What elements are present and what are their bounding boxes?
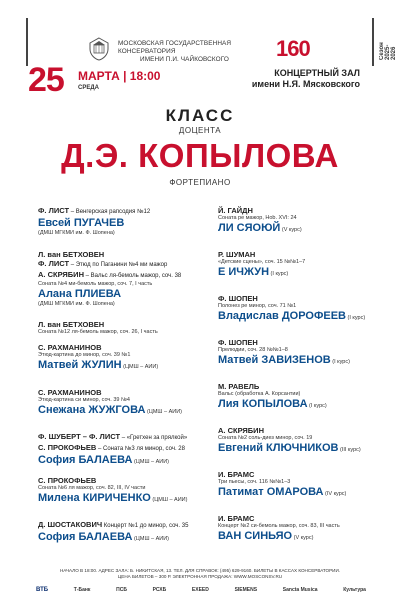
program-item [218, 206, 388, 237]
event-month-time: МАРТА | 18:00 [78, 69, 161, 83]
performer-text: ЛИ СЯОЮЙ [218, 222, 281, 234]
composer-name: А. СКРЯБИН [38, 270, 84, 279]
composer-line [38, 388, 208, 397]
composer-note: – Соната №3 ля минор, соч. 28 [96, 446, 185, 452]
work-title: Соната №6 ля мажор, соч. 82, III, IV части [38, 485, 146, 491]
program-item [38, 320, 208, 336]
performer-name [38, 288, 208, 301]
performer-course: (ЦМШ – АИИ) [145, 409, 182, 415]
composer-name: С. РАХМАНИНОВ [38, 388, 102, 397]
composer-name: С. РАХМАНИНОВ [38, 343, 102, 352]
poster-header [0, 0, 400, 63]
program-item [38, 432, 208, 469]
performer-text: Патимат ОМАРОВА [218, 486, 324, 498]
work-title: Этюд-картина си минор, соч. 39 №4 [38, 397, 130, 403]
title-docent: ДОЦЕНТА [178, 126, 222, 135]
performer-course: (ЦМШ – АИИ) [121, 364, 159, 370]
composer-name: Д. ШОСТАКОВИЧ [38, 520, 103, 529]
sponsor-logo: EXEED [191, 587, 209, 593]
performer-text: Лия КОПЫЛОВА [218, 398, 308, 410]
season-label: Сезон 2025-2026 [379, 42, 397, 60]
composer-note: – Венгерская рапсодия №12 [69, 209, 151, 215]
performer-text: София БАЛАЕВА [38, 531, 133, 543]
composer-line [38, 206, 208, 217]
performer-text: Матвей ЗАВИЗЕНОВ [218, 354, 331, 366]
sponsor-logos [36, 585, 366, 595]
work-title: Три пьесы, соч. 116 №№1–3 [218, 479, 291, 485]
performer-course: (V курс) [280, 227, 302, 233]
performer-name [218, 530, 388, 545]
performer-text: Владислав ДОРОФЕЕВ [218, 310, 346, 322]
composer-note: Концерт №1 до минор, соч. 35 [102, 523, 189, 529]
performer-name [218, 398, 388, 413]
sponsor-logo: РСХБ [152, 587, 167, 593]
composer-line [218, 250, 388, 259]
program-item [38, 343, 208, 374]
work-title: Соната №2 соль-диез минор, соч. 19 [218, 435, 313, 441]
performer-name [38, 531, 208, 546]
composer-name: А. СКРЯБИН [218, 426, 264, 435]
title-teacher-name: Д.Э. КОПЫЛОВА [61, 137, 339, 174]
performer-course: (I курс) [330, 359, 350, 365]
composer-note: – Вальс ля-бемоль мажор, соч. 38 [83, 273, 182, 279]
performer-name [38, 404, 208, 419]
composer-line [38, 443, 208, 454]
composer-name: Ф. ШУБЕРТ – Ф. ЛИСТ [38, 432, 121, 441]
performer-course: (ЦМШ – АИИ) [132, 459, 170, 465]
composer-line [218, 294, 388, 303]
composer-name: С. ПРОКОФЬЕВ [38, 443, 97, 452]
composer-line [218, 206, 388, 215]
conservatory-line-2: ИМЕНИ П.И. ЧАЙКОВСКОГО [140, 56, 229, 63]
sponsor-logo: Т-Банк [73, 587, 91, 593]
performer-course: (I курс) [269, 271, 289, 277]
footer-line-1: НАЧАЛО В 18:00. АДРЕС ЗАЛА: Б. НИКИТСКАЯ, 13. ТЕЛ. ДЛЯ СПРАВОК: (495) 629-9160. БИЛЕТЫ В КАССАХ КОНСЕРВАТОРИИ. [59, 568, 341, 573]
performer-text: София БАЛАЕВА [38, 454, 133, 466]
composer-line [218, 470, 388, 479]
composer-name: Ф. ЛИСТ [38, 206, 70, 215]
composer-note: – «Гретхен за прялкой» [120, 435, 188, 441]
program-item [218, 426, 388, 457]
conservatory-name [118, 40, 286, 64]
performer-course: (IV курс) [323, 491, 347, 497]
performer-name [218, 442, 388, 457]
work-title: Вальс (обработка А. Корсантии) [218, 391, 301, 397]
work-title: Концерт №2 си-бемоль мажор, соч. 83, III часть [218, 523, 340, 529]
work-title: Соната №12 ля-бемоль мажор, соч. 26, I часть [38, 329, 158, 335]
event-day: 25 [28, 61, 64, 99]
program-item [38, 476, 208, 507]
work-title: Соната №4 ми-бемоль мажор, соч. 7, I часть [38, 281, 153, 287]
hall-line-1: КОНЦЕРТНЫЙ ЗАЛ [274, 68, 360, 78]
program-item [218, 294, 388, 325]
hall-line-2: имени Н.Я. Мясковского [251, 79, 360, 89]
sponsor-logo: SIEMENS [234, 587, 258, 593]
frame-line-left [26, 18, 28, 66]
conservatory-line-1: МОСКОВСКАЯ ГОСУДАРСТВЕННАЯ КОНСЕРВАТОРИЯ [118, 40, 232, 55]
performer-text: Снежана ЖУЖГОВА [38, 404, 146, 416]
event-weekday: СРЕДА [78, 85, 99, 91]
performer-name [38, 454, 208, 469]
program-item [218, 470, 388, 501]
composer-name: Ф. ЛИСТ [38, 259, 70, 268]
work-title: «Детские сцены», соч. 15 №№1–7 [218, 259, 306, 265]
sponsor-logo: Культура [343, 587, 366, 593]
performer-text: Милена КИРИЧЕНКО [38, 492, 151, 504]
performer-text: ВАН СИНЬЯО [218, 530, 293, 542]
program-item [38, 388, 208, 419]
composer-name: И. БРАМС [218, 470, 255, 479]
composer-line [38, 270, 208, 281]
program-item [38, 250, 208, 308]
program-item [38, 206, 208, 237]
sponsor-logo: ВТБ [36, 587, 49, 593]
performer-course: (I курс) [307, 403, 327, 409]
program-item [218, 250, 388, 281]
performer-course: (V курс) [292, 535, 314, 541]
composer-line [218, 426, 388, 435]
concert-hall [252, 68, 360, 90]
composer-name: М. РАВЕЛЬ [218, 382, 260, 391]
work-title: Этюд-картина до минор, соч. 39 №1 [38, 352, 131, 358]
composer-line [38, 259, 208, 270]
composer-name: Ф. ШОПЕН [218, 338, 258, 347]
performer-name [218, 486, 388, 501]
program-item [218, 338, 388, 369]
performer-school: (ДМШ МГКМИ им. Ф. Шопена) [38, 301, 115, 307]
program-item [38, 520, 208, 546]
work-title: Полонез ре минор, соч. 71 №1 [218, 303, 297, 309]
anniversary-logo [276, 34, 316, 60]
sponsor-logo: Sancta Musica [282, 587, 318, 593]
performer-text: Матвей ЖУЛИН [38, 359, 122, 371]
performer-course: (ЦМШ – АИИ) [150, 497, 188, 503]
composer-name: Ф. ШОПЕН [218, 294, 258, 303]
composer-name: Й. ГАЙДН [218, 206, 253, 215]
performer-name [38, 359, 208, 374]
composer-line [38, 520, 208, 531]
composer-name: Л. ван БЕТХОВЕН [38, 320, 105, 329]
performer-course: (III курс) [338, 447, 361, 453]
program-item [218, 514, 388, 545]
composer-name: Л. ван БЕТХОВЕН [38, 250, 105, 259]
title-instrument: ФОРТЕПИАНО [169, 178, 231, 187]
performer-school: (ДМШ МГКМИ им. Ф. Шопена) [38, 230, 115, 236]
performer-name [218, 266, 388, 281]
performer-name [38, 217, 208, 230]
performer-name [218, 354, 388, 369]
performer-text: Евсей ПУГАЧЕВ [38, 217, 125, 229]
performer-text: Алана ПЛИЕВА [38, 288, 122, 300]
footer-info [0, 568, 400, 580]
title-class: КЛАСС [165, 106, 235, 125]
composer-name: И. БРАМС [218, 514, 255, 523]
sponsor-logo: ПСБ [116, 587, 127, 593]
performer-name [38, 492, 208, 507]
frame-line-right [372, 18, 374, 66]
performer-course: (ЦМШ – АИИ) [132, 536, 170, 542]
composer-line [38, 432, 208, 443]
performer-text: Евгений КЛЮЧНИКОВ [218, 442, 339, 454]
work-title: Соната ре мажор, Hob. XVI: 24 [218, 215, 297, 221]
performer-name [218, 310, 388, 325]
performer-name [218, 222, 388, 237]
composer-line [218, 338, 388, 347]
composer-line [38, 343, 208, 352]
composer-name: Р. ШУМАН [218, 250, 256, 259]
composer-line [38, 476, 208, 485]
composer-line [218, 514, 388, 523]
composer-line [218, 382, 388, 391]
composer-name: С. ПРОКОФЬЕВ [38, 476, 97, 485]
composer-line [38, 320, 208, 329]
program-item [218, 382, 388, 413]
composer-note: – Этюд по Паганини №4 ми мажор [69, 262, 168, 268]
conservatory-emblem-icon [88, 37, 110, 61]
work-title: Прелюдии, соч. 28 №№1–8 [218, 347, 288, 353]
composer-line [38, 250, 208, 259]
performer-text: Е ИЧЖУН [218, 266, 270, 278]
performer-course: (I курс) [345, 315, 366, 321]
footer-line-2: ЦЕНА БИЛЕТОВ – 300 Р. ЭЛЕКТРОННАЯ ПРОДАЖА: WWW.MOSCONSV.RU [117, 574, 283, 579]
anniversary-number: 160 [276, 36, 310, 61]
